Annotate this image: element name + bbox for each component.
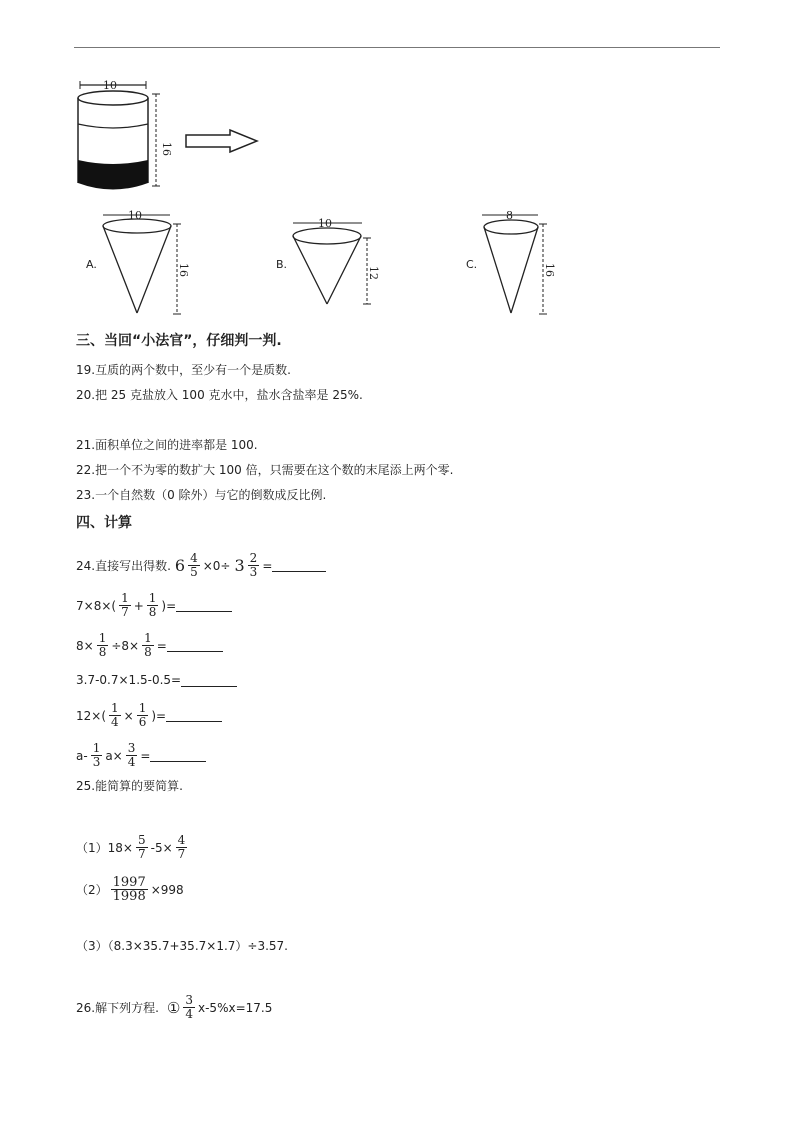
cylinder-diameter-label: 10 bbox=[103, 79, 117, 92]
circled-one-icon: ① bbox=[166, 998, 181, 1017]
svg-text:10: 10 bbox=[128, 209, 142, 222]
question-21: 21.面积单位之间的进率都是 100. bbox=[76, 438, 258, 452]
question-25-part-1: （1） 18× $\frac{5}{7}$ -5× $\frac{4}{7}$ bbox=[76, 833, 186, 861]
cone-option-c bbox=[480, 208, 560, 318]
question-25: 25.能简算的要简算. bbox=[76, 779, 183, 793]
option-a-label: A. bbox=[86, 258, 97, 271]
question-24-line-1: 24.直接写出得数. 6 $\frac{4}{5}$ ×0÷ 3 $\frac{2}{3}$ = bbox=[76, 552, 326, 579]
section-4-heading: 四、计算 bbox=[76, 515, 132, 531]
svg-text:10: 10 bbox=[318, 217, 332, 230]
question-23: 23.一个自然数（0 除外）与它的倒数成反比例. bbox=[76, 488, 327, 502]
answer-blank[interactable] bbox=[176, 599, 232, 612]
svg-text:12: 12 bbox=[367, 266, 380, 280]
question-24-line-4: 3.7-0.7×1.5-0.5= bbox=[76, 672, 237, 688]
mixed-number: 3 $\frac{2}{3}$ bbox=[234, 551, 258, 579]
question-19: 19.互质的两个数中，至少有一个是质数. bbox=[76, 363, 291, 377]
question-25-part-3: （3）（8.3×35.7+35.7×1.7）÷3.57. bbox=[76, 939, 288, 953]
answer-blank[interactable] bbox=[166, 709, 222, 722]
cylinder-figure bbox=[70, 78, 270, 196]
question-24-line-5: 12×( $\frac{1}{4}$ × $\frac{1}{6}$ )= bbox=[76, 702, 222, 729]
answer-blank[interactable] bbox=[167, 639, 223, 652]
answer-blank[interactable] bbox=[150, 749, 206, 762]
question-22: 22.把一个不为零的数扩大 100 倍，只需要在这个数的末尾添上两个零. bbox=[76, 463, 454, 477]
cone-option-b bbox=[290, 216, 380, 310]
question-24-line-2: 7×8×( $\frac{1}{7}$ + $\frac{1}{8}$ )= bbox=[76, 592, 232, 619]
cone-option-a bbox=[100, 208, 190, 318]
option-c-label: C. bbox=[466, 258, 478, 271]
svg-text:16: 16 bbox=[177, 263, 190, 277]
question-26: 26.解下列方程. ① $\frac{3}{4}$ x-5%x=17.5 bbox=[76, 993, 273, 1021]
cylinder-height-label: 16 bbox=[160, 142, 173, 156]
question-24-line-3: 8× $\frac{1}{8}$ ÷8× $\frac{1}{8}$ = bbox=[76, 632, 223, 659]
mixed-number: 6 $\frac{4}{5}$ bbox=[174, 551, 198, 579]
answer-blank[interactable] bbox=[272, 559, 326, 572]
question-20: 20.把 25 克盐放入 100 克水中，盐水含盐率是 25%. bbox=[76, 388, 363, 402]
header-rule bbox=[74, 47, 720, 48]
question-25-part-2: （2） $\frac{1997}{1998}$ ×998 bbox=[76, 875, 184, 904]
answer-blank[interactable] bbox=[181, 674, 237, 687]
right-arrow-icon bbox=[186, 130, 257, 152]
question-24-line-6: a- $\frac{1}{3}$ a× $\frac{3}{4}$ = bbox=[76, 742, 206, 769]
option-b-label: B. bbox=[276, 258, 288, 271]
svg-text:8: 8 bbox=[506, 209, 513, 222]
svg-text:16: 16 bbox=[543, 263, 556, 277]
section-3-heading: 三、当回“小法官”，仔细判一判. bbox=[76, 333, 282, 349]
